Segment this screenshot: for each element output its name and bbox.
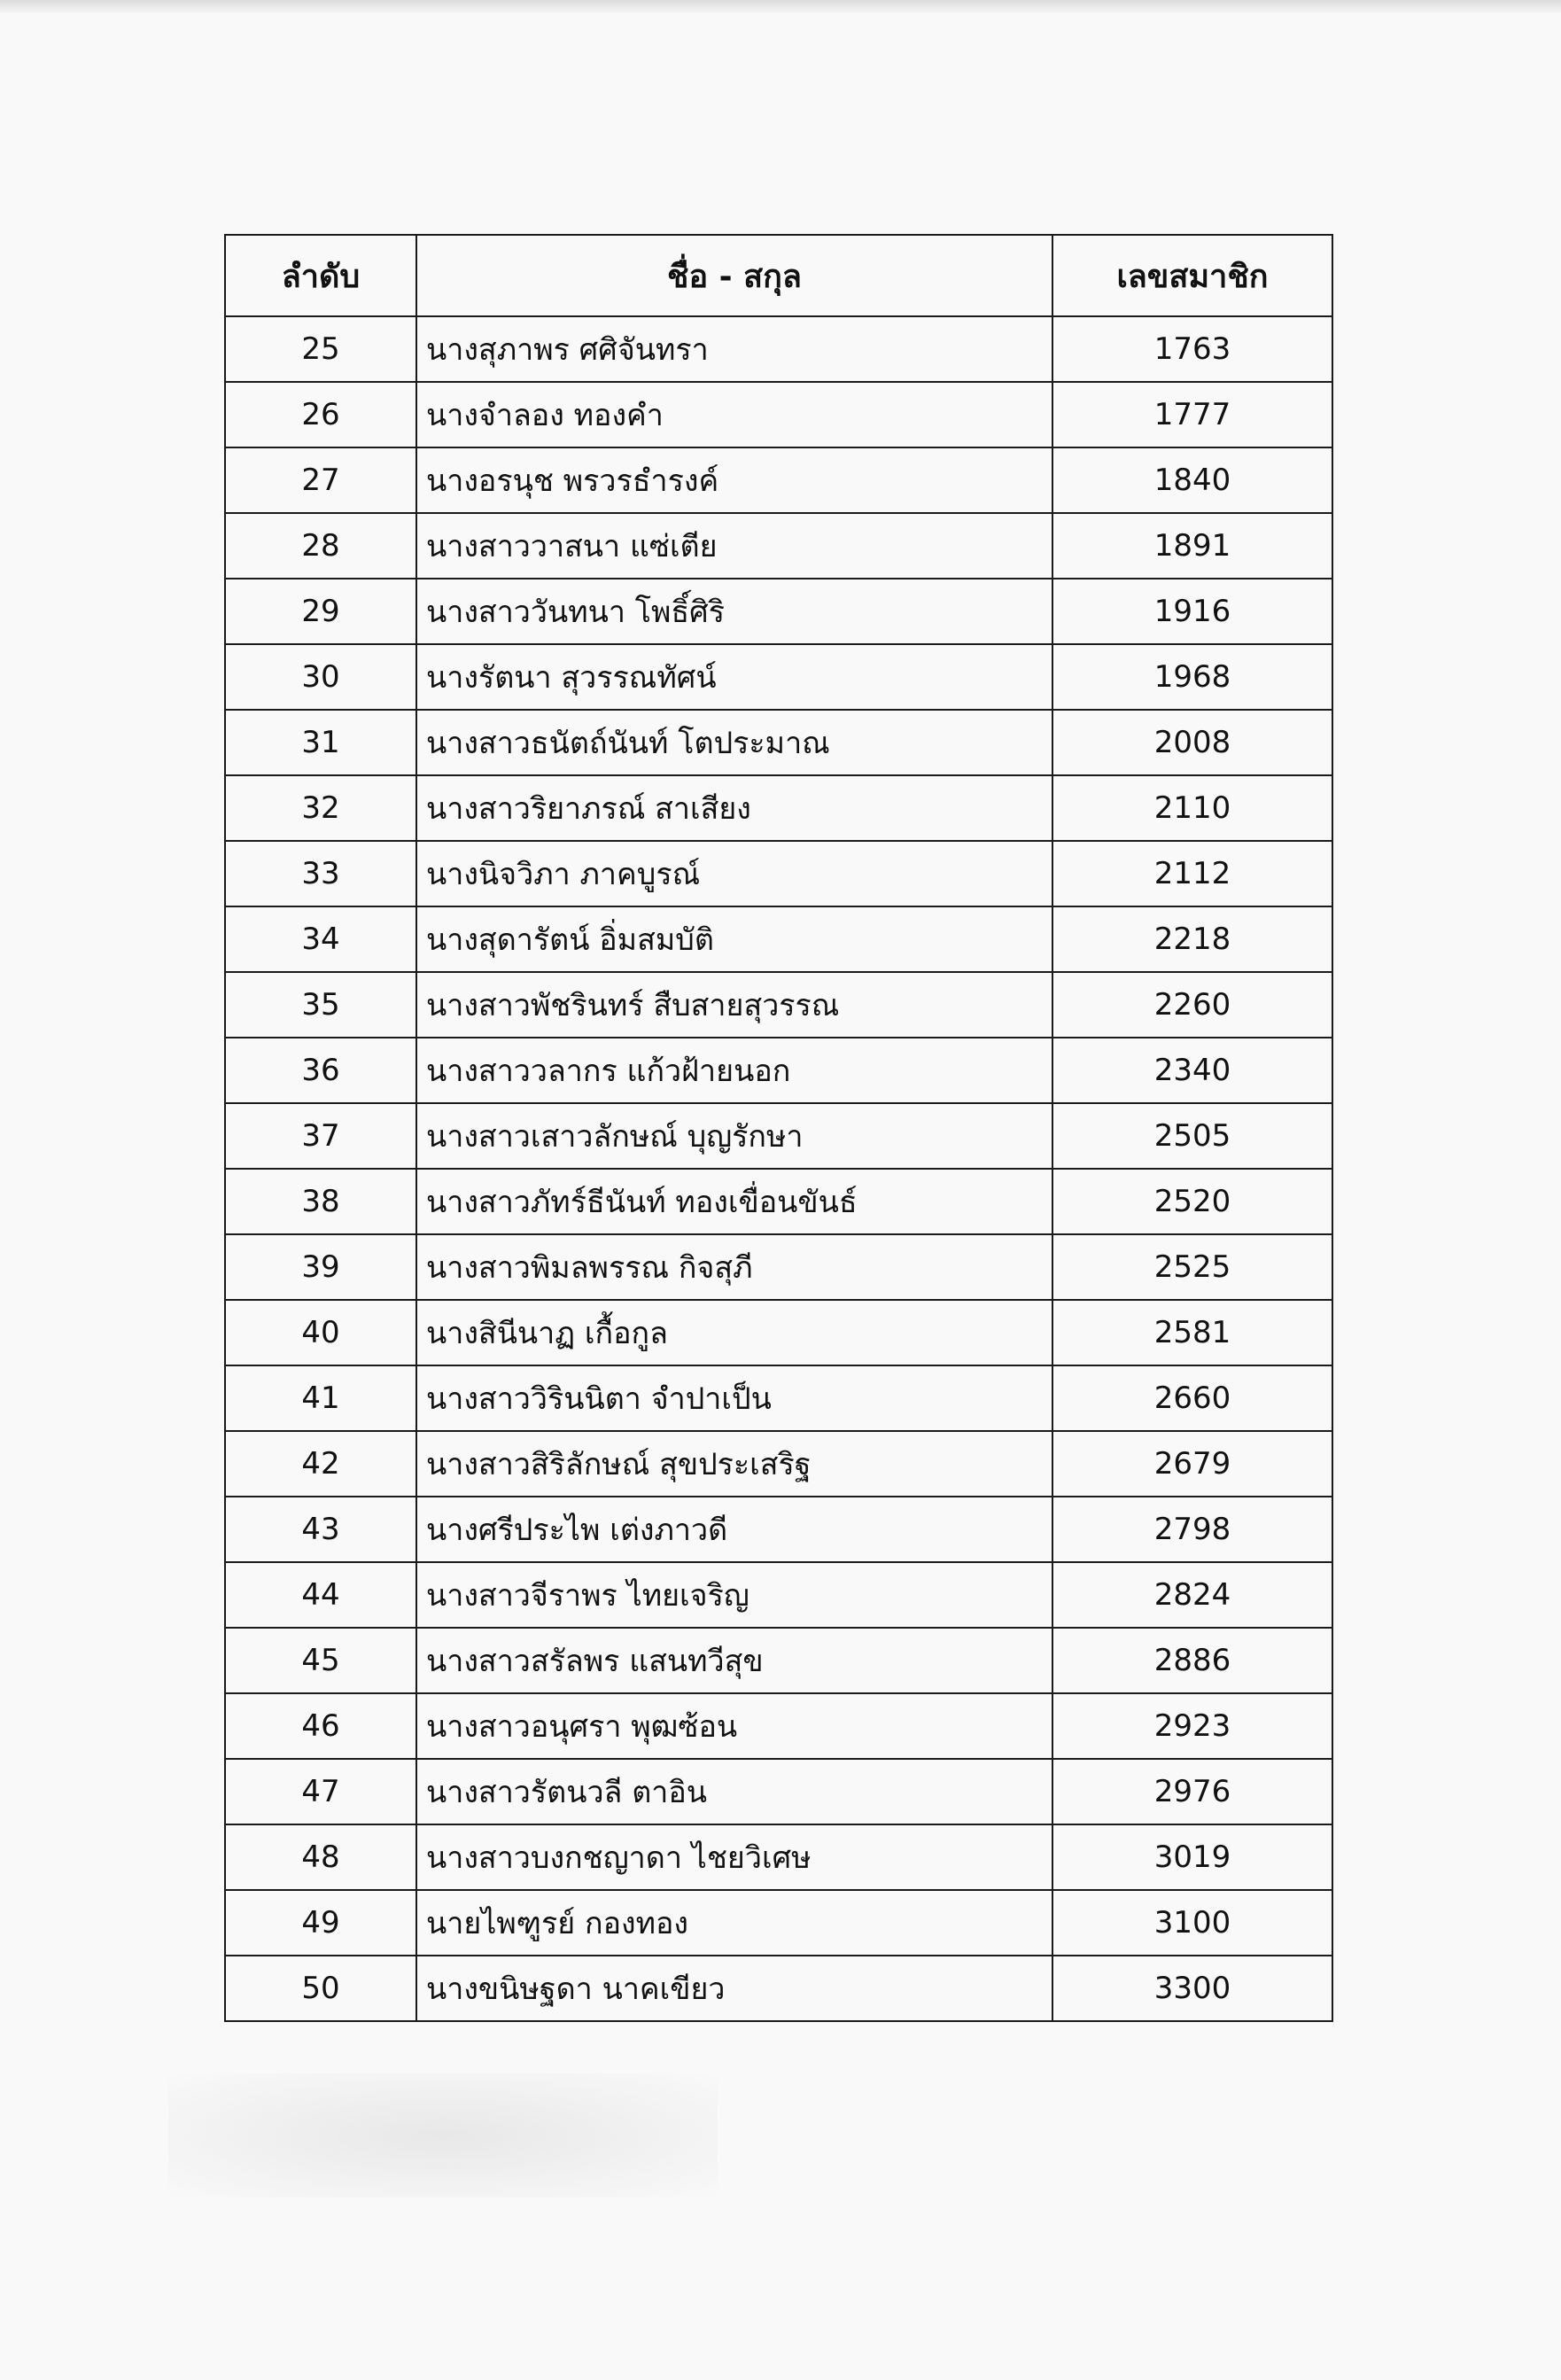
row-name: นางสาวอนุศรา พุฒซ้อน — [416, 1693, 1052, 1759]
table-row — [225, 1890, 1332, 1956]
row-member-id: 1916 — [1052, 579, 1332, 644]
row-name: นางสาวบงกชญาดา ไชยวิเศษ — [416, 1824, 1052, 1890]
header-row — [225, 235, 1332, 316]
row-order: 32 — [225, 775, 416, 841]
row-order: 39 — [225, 1234, 416, 1300]
header-order: ลำดับ — [225, 235, 416, 316]
row-name: นางสาวเสาวลักษณ์ บุญรักษา — [416, 1103, 1052, 1169]
table-row — [225, 447, 1332, 513]
table-row — [225, 1103, 1332, 1169]
row-member-id: 1777 — [1052, 382, 1332, 447]
row-name: นางสาวจีราพร ไทยเจริญ — [416, 1562, 1052, 1628]
row-member-id: 2110 — [1052, 775, 1332, 841]
row-order: 33 — [225, 841, 416, 906]
row-order: 40 — [225, 1300, 416, 1365]
row-order: 44 — [225, 1562, 416, 1628]
table-row — [225, 1759, 1332, 1824]
table-row — [225, 1169, 1332, 1234]
row-order: 36 — [225, 1038, 416, 1103]
table-row — [225, 1956, 1332, 2021]
row-order: 41 — [225, 1365, 416, 1431]
table-row — [225, 841, 1332, 906]
row-name: นางสุภาพร ศศิจันทรา — [416, 316, 1052, 382]
row-member-id: 2581 — [1052, 1300, 1332, 1365]
table-row — [225, 1497, 1332, 1562]
table-row — [225, 1693, 1332, 1759]
row-member-id: 2824 — [1052, 1562, 1332, 1628]
row-name: นางสาวภัทร์ธีนันท์ ทองเขื่อนขันธ์ — [416, 1169, 1052, 1234]
row-name: นางสาวสรัลพร แสนทวีสุข — [416, 1628, 1052, 1693]
row-name: นางสาววันทนา โพธิ์ศิริ — [416, 579, 1052, 644]
row-member-id: 3300 — [1052, 1956, 1332, 2021]
table-row — [225, 1824, 1332, 1890]
row-name: นางสาวพัชรินทร์ สืบสายสุวรรณ — [416, 972, 1052, 1038]
table-row — [225, 1628, 1332, 1693]
row-member-id: 1840 — [1052, 447, 1332, 513]
table-row — [225, 382, 1332, 447]
row-name: นางสาวริยาภรณ์ สาเสียง — [416, 775, 1052, 841]
row-name: นางจำลอง ทองคำ — [416, 382, 1052, 447]
row-member-id: 2340 — [1052, 1038, 1332, 1103]
table-row — [225, 710, 1332, 775]
row-name: นางสาวพิมลพรรณ กิจสุภี — [416, 1234, 1052, 1300]
table-row — [225, 579, 1332, 644]
row-order: 30 — [225, 644, 416, 710]
row-order: 37 — [225, 1103, 416, 1169]
scan-bleed-through — [168, 2073, 718, 2197]
row-order: 38 — [225, 1169, 416, 1234]
row-order: 28 — [225, 513, 416, 579]
table-row — [225, 1300, 1332, 1365]
row-member-id: 1763 — [1052, 316, 1332, 382]
table-row — [225, 972, 1332, 1038]
row-member-id: 3100 — [1052, 1890, 1332, 1956]
row-member-id: 2798 — [1052, 1497, 1332, 1562]
row-name: นางสาวรัตนวลี ตาอิน — [416, 1759, 1052, 1824]
row-name: นางรัตนา สุวรรณทัศน์ — [416, 644, 1052, 710]
member-table — [224, 234, 1333, 2022]
row-name: นางสินีนาฏ เกื้อกูล — [416, 1300, 1052, 1365]
row-member-id: 3019 — [1052, 1824, 1332, 1890]
row-name: นายไพฑูรย์ กองทอง — [416, 1890, 1052, 1956]
row-member-id: 2886 — [1052, 1628, 1332, 1693]
row-name: นางสุดารัตน์ อิ่มสมบัติ — [416, 906, 1052, 972]
table-row — [225, 1038, 1332, 1103]
row-name: นางสาวสิริลักษณ์ สุขประเสริฐ — [416, 1431, 1052, 1497]
row-order: 29 — [225, 579, 416, 644]
row-order: 34 — [225, 906, 416, 972]
row-member-id: 2525 — [1052, 1234, 1332, 1300]
row-order: 25 — [225, 316, 416, 382]
table-body — [225, 316, 1332, 2021]
row-order: 42 — [225, 1431, 416, 1497]
row-member-id: 2218 — [1052, 906, 1332, 972]
table-row — [225, 513, 1332, 579]
row-member-id: 1968 — [1052, 644, 1332, 710]
row-order: 48 — [225, 1824, 416, 1890]
row-member-id: 2660 — [1052, 1365, 1332, 1431]
table-row — [225, 1431, 1332, 1497]
row-order: 45 — [225, 1628, 416, 1693]
row-name: นางสาววลากร แก้วฝ้ายนอก — [416, 1038, 1052, 1103]
row-name: นางสาวธนัตถ์นันท์ โตประมาณ — [416, 710, 1052, 775]
table-row — [225, 775, 1332, 841]
table-row — [225, 906, 1332, 972]
row-member-id: 1891 — [1052, 513, 1332, 579]
row-name: นางศรีประไพ เต่งภาวดี — [416, 1497, 1052, 1562]
row-order: 26 — [225, 382, 416, 447]
row-order: 31 — [225, 710, 416, 775]
row-name: นางอรนุช พรวรธำรงค์ — [416, 447, 1052, 513]
row-order: 43 — [225, 1497, 416, 1562]
table-row — [225, 1562, 1332, 1628]
row-order: 35 — [225, 972, 416, 1038]
header-name: ชื่อ - สกุล — [416, 235, 1052, 316]
row-member-id: 2923 — [1052, 1693, 1332, 1759]
table-row — [225, 1365, 1332, 1431]
row-order: 27 — [225, 447, 416, 513]
row-name: นางนิจวิภา ภาคบูรณ์ — [416, 841, 1052, 906]
row-member-id: 2112 — [1052, 841, 1332, 906]
table-row — [225, 644, 1332, 710]
row-order: 49 — [225, 1890, 416, 1956]
row-member-id: 2260 — [1052, 972, 1332, 1038]
row-order: 47 — [225, 1759, 416, 1824]
row-name: นางสาววิรินนิตา จำปาเป็น — [416, 1365, 1052, 1431]
row-member-id: 2008 — [1052, 710, 1332, 775]
table-row — [225, 1234, 1332, 1300]
row-order: 46 — [225, 1693, 416, 1759]
row-member-id: 2505 — [1052, 1103, 1332, 1169]
table-row — [225, 316, 1332, 382]
header-member-id: เลขสมาชิก — [1052, 235, 1332, 316]
row-name: นางขนิษฐดา นาคเขียว — [416, 1956, 1052, 2021]
table-header — [225, 235, 1332, 316]
row-member-id: 2520 — [1052, 1169, 1332, 1234]
row-order: 50 — [225, 1956, 416, 2021]
scan-top-edge — [0, 0, 1561, 12]
row-member-id: 2679 — [1052, 1431, 1332, 1497]
row-name: นางสาววาสนา แซ่เตีย — [416, 513, 1052, 579]
row-member-id: 2976 — [1052, 1759, 1332, 1824]
